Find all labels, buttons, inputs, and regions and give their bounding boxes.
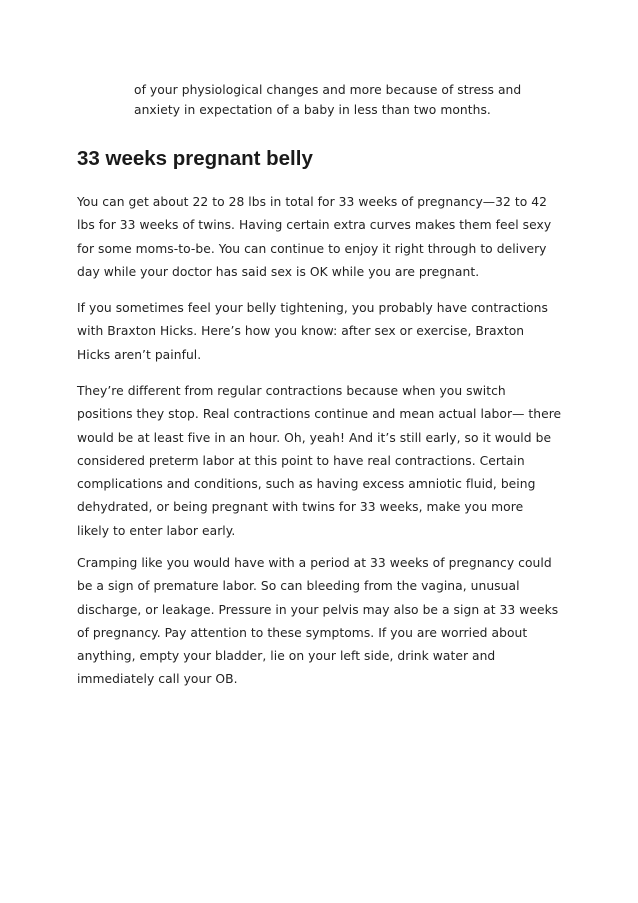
text-line: discharge, or leakage. Pressure in your pelvis may also be a sign at 33 weeks [77, 602, 559, 617]
text-line: Hicks aren’t painful. [77, 347, 202, 362]
text-line: day while your doctor has said sex is OK while you are pregnant. [77, 264, 480, 279]
text-line: would be at least five in an hour. Oh, yeah! And it’s still early, so it would be [77, 430, 552, 445]
paragraph [77, 191, 577, 284]
text-line: of your physiological changes and more because of stress and [134, 83, 522, 97]
text-line: They’re different from regular contractions because when you switch [77, 384, 506, 398]
text-line: positions they stop. Real contractions continue and mean actual labor— there [77, 407, 562, 422]
paragraph [77, 297, 577, 367]
text-line: complications and conditions, such as having excess amniotic fluid, being [77, 477, 536, 492]
section-heading: 33 weeks pregnant belly [77, 147, 313, 170]
text-line: If you sometimes feel your belly tightening, you probably have contractions [77, 301, 548, 315]
text-line: for some moms-to-be. You can continue to enjoy it right through to delivery [77, 241, 547, 256]
text-line: dehydrated, or being pregnant with twins for 33 weeks, make you more [77, 500, 524, 515]
paragraph [77, 380, 577, 543]
text-line: You can get about 22 to 28 lbs in total for 33 weeks of pregnancy—32 to 42 [77, 195, 547, 209]
continuation-text [134, 80, 574, 120]
text-line: immediately call your OB. [77, 672, 238, 687]
text-line: likely to enter labor early. [77, 523, 236, 538]
text-line: with Braxton Hicks. Here’s how you know: after sex or exercise, Braxton [77, 324, 525, 339]
text-line: Cramping like you would have with a period at 33 weeks of pregnancy could [77, 556, 552, 570]
paragraph [77, 552, 577, 692]
text-line: considered preterm labor at this point to have real contractions. Certain [77, 453, 525, 468]
text-line: anything, empty your bladder, lie on your left side, drink water and [77, 649, 496, 664]
text-line: lbs for 33 weeks of twins. Having certain extra curves makes them feel sexy [77, 218, 552, 233]
text-line: anxiety in expectation of a baby in less than two months. [134, 103, 491, 117]
text-line: of pregnancy. Pay attention to these symptoms. If you are worried about [77, 625, 528, 640]
text-line: be a sign of premature labor. So can bleeding from the vagina, unusual [77, 579, 520, 594]
